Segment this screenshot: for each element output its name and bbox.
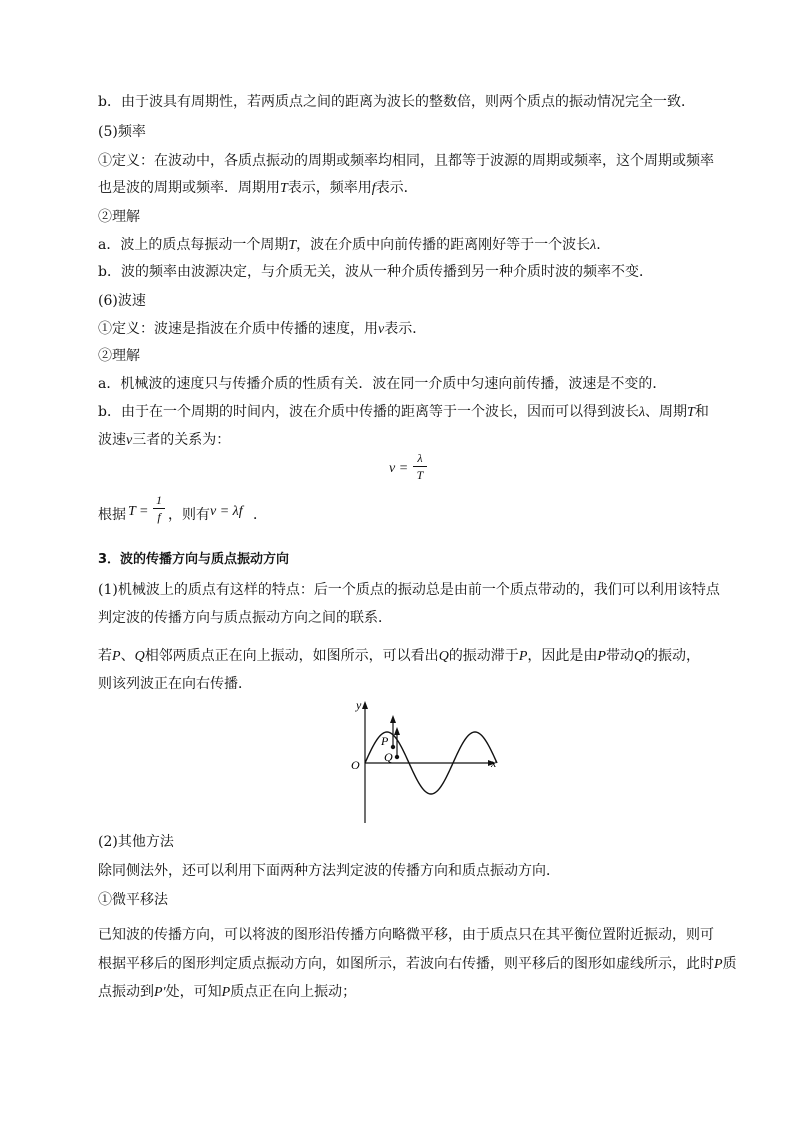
text-line: 判定波的传播方向与质点振动方向之间的联系． [98, 610, 392, 626]
text-line: ①微平移法 [98, 892, 168, 908]
text-line: ①定义：波速是指波在介质中传播的速度，用v表示． [98, 321, 427, 337]
label-origin: O [351, 758, 360, 772]
section-heading: (2)其他方法 [98, 834, 174, 850]
text-line: 波速v三者的关系为： [98, 432, 231, 448]
label-y: y [356, 698, 362, 712]
p-arrowhead [390, 715, 396, 723]
text-line: b．由于在一个周期的时间内，波在介质中传播的距离等于一个波长，因而可以得到波长λ、周期T和 [98, 404, 709, 420]
section-heading: (5)频率 [98, 124, 146, 140]
text-line: 也是波的周期或频率．周期用T表示，频率用f表示． [98, 180, 418, 196]
label-x: x [491, 756, 497, 770]
text-line: b．由于波具有周期性，若两质点之间的距离为波长的整数倍，则两个质点的振动情况完全一致． [98, 94, 695, 110]
q-arrowhead [394, 727, 400, 735]
wave-figure [340, 695, 520, 830]
section-heading: (6)波速 [98, 293, 146, 309]
text-line: 点振动到P′处，可知P质点正在向上振动； [98, 984, 357, 1000]
text-line: a．机械波的速度只与传播介质的性质有关．波在同一介质中匀速向前传播，波速是不变的． [98, 376, 667, 392]
text-line: ①定义：在波动中，各质点振动的周期或频率均相同，且都等于波源的周期或频率，这个周期或频率 [98, 153, 714, 169]
text-line: 除同侧法外，还可以利用下面两种方法判定波的传播方向和质点振动方向． [98, 863, 560, 879]
label-q: Q [384, 750, 393, 764]
text-line: 根据平移后的图形判定质点振动方向，如图所示，若波向右传播，则平移后的图形如虚线所示，此时P质 [98, 956, 737, 972]
text-line: ②理解 [98, 209, 140, 225]
text-line: ②理解 [98, 348, 140, 364]
text-line: 已知波的传播方向，可以将波的图形沿传播方向略微平移，由于质点只在其平衡位置附近振动，则可 [98, 927, 714, 943]
text-line: a．波上的质点每振动一个周期T，波在介质中向前传播的距离刚好等于一个波长λ. [98, 237, 601, 253]
text-line: b．波的频率由波源决定，与介质无关，波从一种介质传播到另一种介质时波的频率不变． [98, 264, 653, 280]
label-p: P [381, 734, 389, 748]
section-heading-3: 3．波的传播方向与质点振动方向 [98, 552, 290, 567]
y-axis-arrow [362, 701, 368, 709]
text-line: 则该列波正在向右传播． [98, 676, 252, 692]
text-line: 若P、Q相邻两质点正在向上振动，如图所示，可以看出Q的振动滞于P，因此是由P带动Q的振动， [98, 648, 701, 664]
point-q [395, 755, 399, 759]
point-p [391, 745, 395, 749]
text-line-formula: 根据 T = 1 f ，则有 v = λf ． [98, 493, 267, 524]
text-line: (1)机械波上的质点有这样的特点：后一个质点的振动总是由前一个质点带动的，我们可以利用该特点 [98, 582, 720, 598]
document-page: b．由于波具有周期性，若两质点之间的距离为波长的整数倍，则两个质点的振动情况完全一致． (5)频率 ①定义：在波动中，各质点振动的周期或频率均相同，且都等于波源的周期或频率，这个周期或频率 也是波的周期或频率．周期用T表示，频率用f表示． ②理解 a．波上的质点每振动一个周期T，波在介质中向前传播的距离刚好等于一个波长λ. b．波的频率由波源决定，与介质无关，波从一种介质传播到另一种介质时波的频率不变． (6)波速 ①定义：波速是指波在介质中传播的速度，用v表示． ②理解 a．机械波的速度只与传播介质的性质有关．波在同一介质中匀速向前传播，波速是不变的． b．由于在一个周期的时间内，波在介质中传播的距离等于一个波长，因而可以得到波长λ、周期T和 波速v三者的关系为： v = λ T 根据 T = 1 f ，则有 v = λf ． 3．波的传播方向与质点振动方向 (1)机械波上的质点有这样的特点：后一个质点的振动总是由前一个质点带动的，我们可以利用该特点 判定波的传播方向与质点振动方向之间的联系． 若P、Q相邻两质点正在向上振动，如图所示，可以看出Q的振动滞于P，因此是由P带动Q的振动， 则该列波正在向右传播． y x O P Q (2)其他方法 除同侧法外，还可以利用下面两种方法判定波的传播方向和质点振动方向． ①微平移法 已知波的传播方向，可以将波的图形沿传播方向略微平移，由于质点只在其平衡位置附近振动，则可 根据平移后的图形判定质点振动方向，如图所示，若波向右传播，则平移后的图形如虚线所示，此时P质 点振动到P′处，可知P质点正在向上振动； [98, 94, 737, 1000]
